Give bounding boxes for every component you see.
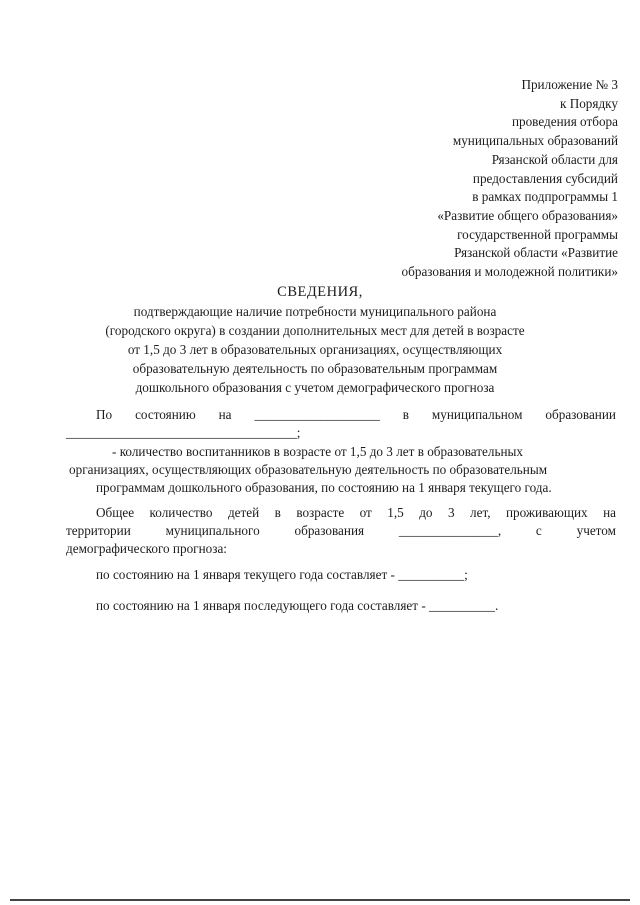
appendix-line: Рязанской области для (491, 151, 618, 167)
word: состоянию (135, 407, 196, 422)
subtitle-line: образовательную деятельность по образовательным программам (132, 361, 498, 376)
word: в (402, 407, 409, 422)
word: территории (66, 523, 131, 538)
word: на (218, 407, 232, 422)
document-title: СВЕДЕНИЯ, (277, 284, 363, 300)
appendix-line: в рамках подпрограммы 1 (472, 189, 618, 205)
document-subtitle (60, 302, 570, 397)
appendix-line: предоставления субсидий (472, 170, 618, 186)
current-year-line: по состоянию на 1 января текущего года составляет - __________; (96, 567, 468, 582)
word: образовании (545, 407, 616, 422)
status-date-line (96, 407, 616, 423)
subtitle-line: (городского округа) в создании дополнительных мест для детей в возрасте (105, 323, 525, 338)
municipality-name-blank: _______________, (398, 523, 502, 538)
pupils-count-line: программам дошкольного образования, по состоянию на 1 января текущего года. (96, 480, 552, 495)
appendix-line: государственной программы (457, 226, 618, 242)
word: муниципального (165, 523, 260, 538)
scan-edge-line (10, 899, 630, 901)
appendix-line: к Порядку (559, 95, 618, 111)
word: с (535, 523, 542, 538)
appendix-line: муниципальных образований (452, 133, 618, 149)
territory-line (66, 523, 616, 539)
appendix-line: образования и молодежной политики» (401, 264, 618, 280)
word: образования (294, 523, 365, 538)
children-count-text: Общее количество детей в возрасте от 1,5 до 3 лет, проживающих на (96, 505, 616, 520)
municipality-blank: ___________________________________; (66, 425, 301, 440)
appendix-header (258, 76, 618, 282)
appendix-line: Приложение № 3 (521, 77, 618, 92)
word: По (96, 407, 113, 422)
appendix-line: проведения отбора (511, 114, 618, 130)
appendix-line: Рязанской области «Развитие (454, 245, 618, 261)
forecast-label: демографического прогноза: (66, 541, 227, 556)
word: муниципальном (431, 407, 523, 422)
subtitle-line: от 1,5 до 3 лет в образовательных организациях, осуществляющих (127, 342, 503, 357)
pupils-count-line: организациях, осуществляющих образовательную деятельность по образовательным (69, 462, 548, 477)
subtitle-line: подтверждающие наличие потребности муниципального района (133, 304, 497, 319)
pupils-count-line: - количество воспитанников в возрасте от 1,5 до 3 лет в образовательных (112, 444, 523, 459)
word: учетом (576, 523, 616, 538)
date-blank: ___________________ (254, 407, 380, 422)
children-count-line (96, 505, 616, 521)
appendix-line: «Развитие общего образования» (437, 207, 618, 223)
next-year-line: по состоянию на 1 января последующего года составляет - __________. (96, 598, 499, 613)
subtitle-line: дошкольного образования с учетом демографического прогноза (135, 380, 495, 395)
